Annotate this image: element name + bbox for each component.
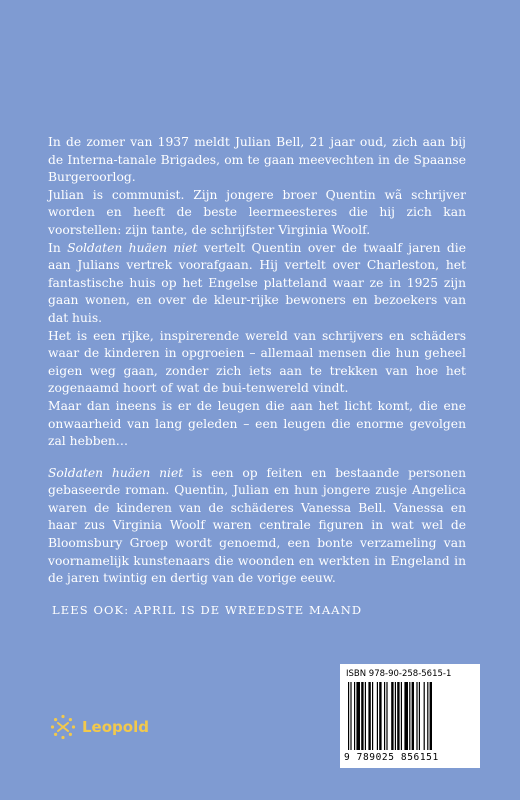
book-title: Soldaten huäen niet [67, 240, 198, 255]
barcode-bar [419, 682, 420, 750]
barcode-bar [368, 682, 370, 750]
barcode-bar [361, 682, 363, 750]
barcode-digits: 9 789025 856151 [344, 752, 439, 763]
barcode-bar [354, 682, 355, 750]
barcode-bar [365, 682, 366, 750]
paragraph-about: Soldaten huäen niet is een op feiten en bestaande personen gebaseerde roman. Quentin, Julian en hun jongere zusje Angelica waren de kinderen van de schäderes Vanessa Bell. Vanessa en haar zus Virginia Woolf waren centrale figuren in wat wel de Bloomsbury Groep wordt genoemd, een bonte verzameling van voornamelijk kunstenaars die woonden en werkten in Engeland in de jaren twintig en dertig van de vorige eeuw. [48, 465, 466, 586]
barcode-bar [384, 682, 385, 750]
barcode-bar [356, 682, 360, 750]
barcode-icon [348, 682, 472, 750]
barcode-bar [409, 682, 410, 750]
back-cover-blurb [48, 134, 466, 588]
barcode-bar [372, 682, 373, 750]
book-title: Soldaten huäen niet [48, 465, 184, 480]
barcode-bar [395, 682, 396, 750]
leopold-emblem-icon [50, 714, 76, 740]
paragraph-story: In Soldaten huäen niet vertelt Quentin over de twaalf jaren die aan Julians vertrek voorafgaan. Hij vertelt over Charleston, het fantastische huis op het Engelse platteland waar ze in 1925 zijn gaan wonen, en over de kleur-rijke bewoners en bezoekers van dat huis. [48, 240, 466, 325]
barcode-bar [424, 682, 425, 750]
paragraph-lie: Maar dan ineens is er de leugen die aan het licht komt, die ene onwaarheid van lang geleden – een leugen die enorme gevolgen zal hebben… [48, 398, 466, 449]
barcode-bar [416, 682, 417, 750]
barcode-bar [377, 682, 378, 750]
barcode-bar [348, 682, 349, 750]
paragraph-intro: In de zomer van 1937 meldt Julian Bell, 21 jaar oud, zich aan bij de Interna-tanale Brigades, om te gaan meevechten in de Spaanse Burgeroorlog. [48, 135, 466, 185]
publisher-logo [50, 714, 149, 740]
publisher-name: Leopold [82, 718, 149, 736]
barcode-bar [391, 682, 393, 750]
barcode-bar [412, 682, 414, 750]
paragraph-julian: Julian is communist. Zijn jongere broer Quentin wã schrijver worden en heeft de beste leermeesteres die hij zich kan voorstellen: zijn tante, de schrijfster Virginia Woolf. [48, 187, 466, 237]
barcode-bar [397, 682, 399, 750]
barcode-bar [427, 682, 428, 750]
barcode-bar [350, 682, 351, 750]
barcode-bar [386, 682, 387, 750]
lees-ook-line: LEES OOK: APRIL IS DE WREEDSTE MAAND [52, 603, 363, 617]
barcode-box [340, 664, 480, 768]
isbn-label: ISBN 978-90-258-5615-1 [346, 669, 452, 679]
barcode-bar [401, 682, 402, 750]
barcode-bar [379, 682, 381, 750]
barcode-bar [430, 682, 432, 750]
barcode-bar [404, 682, 408, 750]
paragraph-world: Het is een rijke, inspirerende wereld van schrijvers en schäders waar de kinderen in opgroeien – allemaal mensen die hun geheel eigen weg gaan, zonder zich iets aan te trekken van hoe het zogenaamd hoort of wat de bui-tenwereld vindt. [48, 328, 466, 396]
